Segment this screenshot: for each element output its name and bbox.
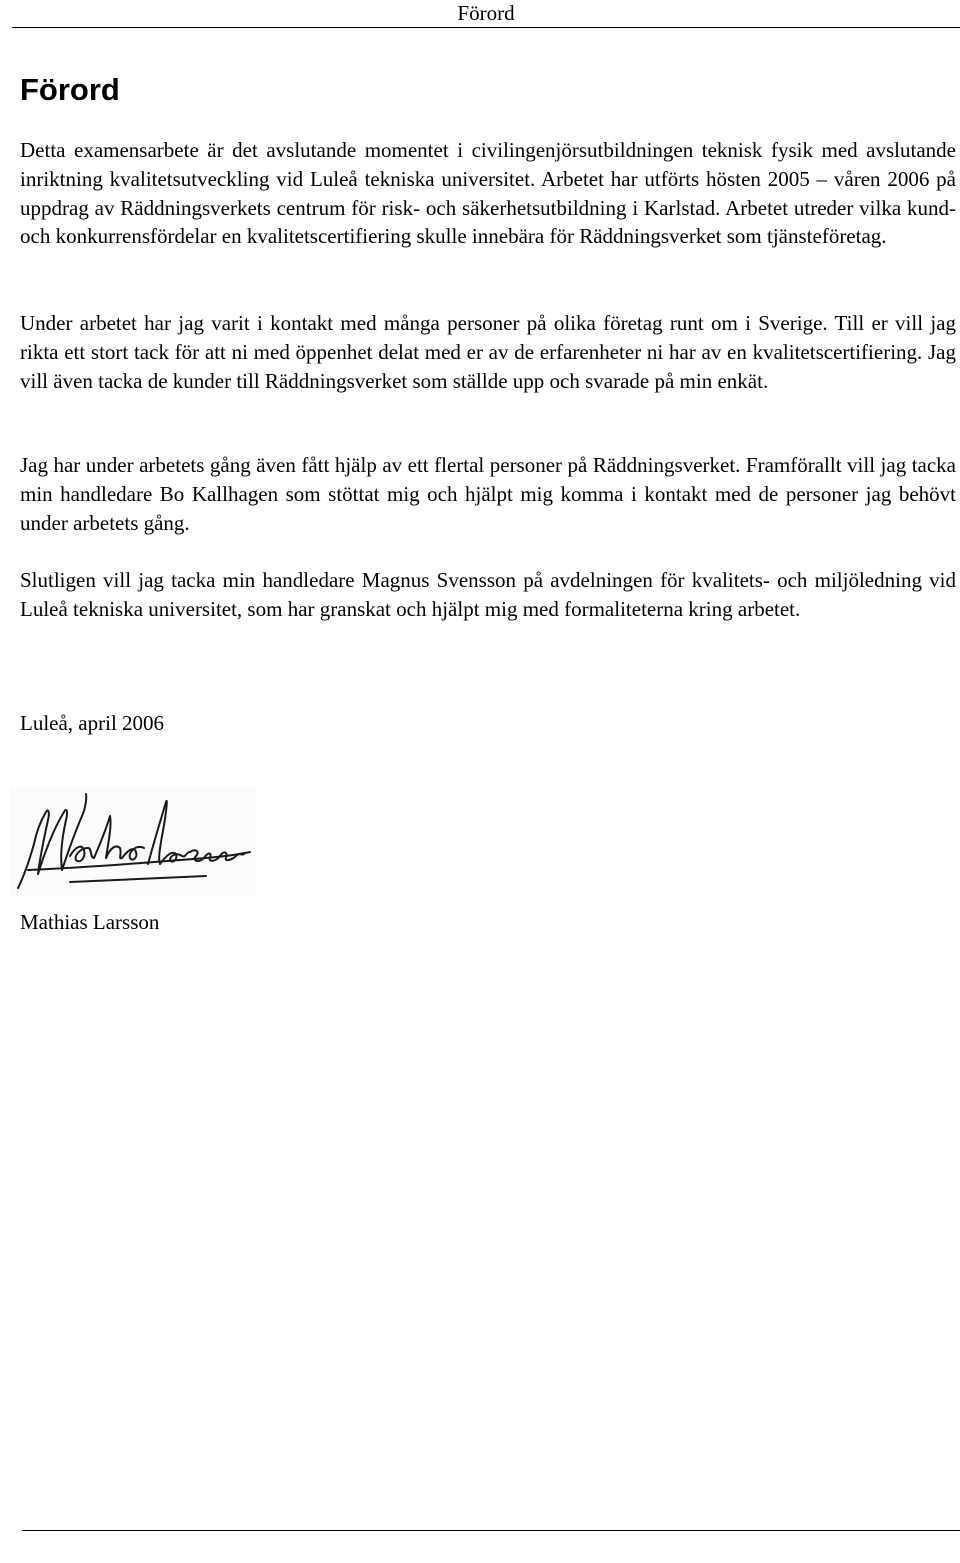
signer-name: Mathias Larsson	[20, 910, 160, 934]
body-paragraph: Under arbetet har jag varit i kontakt med många personer på olika företag runt om i Sverige. Till er vill jag rikta ett stort tack för att ni med öppenhet delat med er av de erfarenheter ni har av en kvalitetscertifiering. Jag vill även tacka de kunder till Räddningsverket som ställde upp och svarade på min enkät.	[20, 311, 956, 393]
footer-divider	[22, 1530, 960, 1531]
body-paragraph: Jag har under arbetets gång även fått hjälp av ett flertal personer på Räddningsverket. Framförallt vill jag tacka min handledare Bo Kallhagen som stöttat mig och hjälpt mig komma i kontakt med de personer jag behövt under arbetets gång.	[20, 453, 956, 535]
body-paragraph: Slutligen vill jag tacka min handledare Magnus Svensson på avdelningen för kvalitets- och miljöledning vid Luleå tekniska universitet, som har granskat och hjälpt mig med formaliteterna kring arbetet.	[20, 568, 956, 621]
running-header: Förord	[12, 0, 960, 28]
handwritten-signature	[10, 786, 255, 896]
page-title: Förord	[20, 72, 120, 107]
body-paragraph: Detta examensarbete är det avslutande momentet i civilingenjörsutbildningen teknisk fysik med avslutande inriktning kvalitetsutveckling vid Luleå tekniska universitet. Arbetet har utförts hösten 2005 – våren 2006 på uppdrag av Räddningsverkets centrum för risk- och säkerhetsutbildning i Karlstad. Arbetet utreder vilka kund- och konkurrensfördelar en kvalitetscertifiering skulle innebära för Räddningsverket som tjänsteföretag.	[20, 138, 956, 249]
place-and-date: Luleå, april 2006	[20, 711, 165, 735]
signature-drawing	[10, 786, 255, 896]
